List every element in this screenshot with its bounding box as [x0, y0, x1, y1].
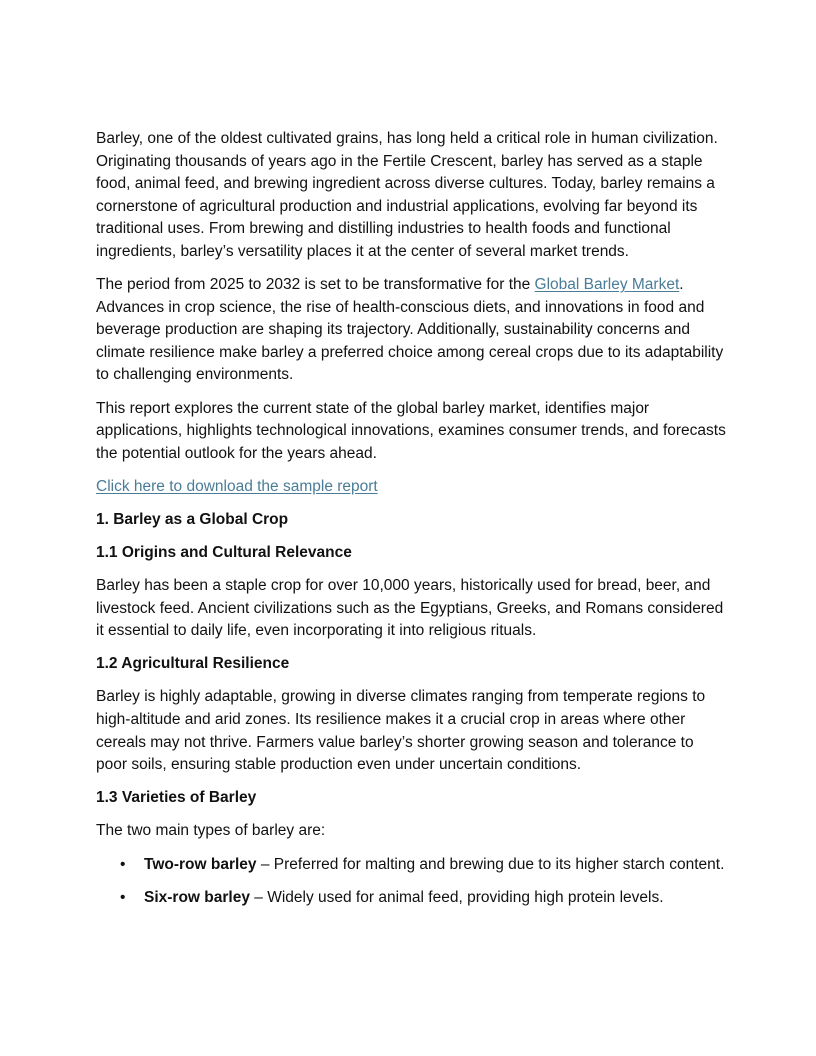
- document-body: [96, 128, 726, 920]
- variety-description: – Preferred for malting and brewing due to its higher starch content.: [256, 855, 725, 873]
- download-link-paragraph: [96, 476, 726, 499]
- intro-paragraph-2-lead: The period from 2025 to 2032 is set to be transformative for the: [96, 276, 535, 294]
- bullet-icon: •: [120, 888, 126, 906]
- variety-description: – Widely used for animal feed, providing high protein levels.: [249, 888, 664, 906]
- intro-paragraph-1: Barley, one of the oldest cultivated grains, has long held a critical role in human civilization. Originating thousands of years ago in the Fertile Crescent, barley has served as a staple food, animal feed, and brewing ingredient across diverse cultures. Today, barley remains a cornerstone of agricultural production and industrial applications, evolving far beyond its traditional uses. From brewing and distilling industries to health foods and functional ingredients, barley’s versatility places it at the center of several market trends.: [96, 130, 718, 260]
- list-item: [120, 887, 726, 910]
- section-1-1-text: Barley has been a staple crop for over 10,000 years, historically used for bread, beer, and livestock feed. Ancient civilizations such as the Egyptians, Greeks, and Romans considered it essential to daily life, even incorporating it into religious rituals.: [96, 577, 724, 640]
- variety-term: Six-row barley: [144, 888, 250, 906]
- bullet-icon: •: [120, 855, 126, 873]
- section-1-3-heading: 1.3 Varieties of Barley: [96, 789, 257, 807]
- intro-paragraph-2: [96, 274, 726, 387]
- barley-varieties-list: [96, 854, 726, 910]
- intro-paragraph-3: This report explores the current state of the global barley market, identifies major applications, highlights technological innovations, examines consumer trends, and forecasts the potential outlook for the years ahead.: [96, 399, 726, 462]
- section-1-2-text: Barley is highly adaptable, growing in diverse climates ranging from temperate regions to high-altitude and arid zones. Its resilience makes it a crucial crop in areas where other cereals may not thrive. Farmers value barley’s shorter growing season and tolerance to poor soils, ensuring stable production even under uncertain conditions.: [96, 688, 706, 774]
- section-1-1-heading: 1.1 Origins and Cultural Relevance: [96, 544, 352, 561]
- intro-paragraph-2-rest: . Advances in crop science, the rise of health-conscious diets, and innovations in food and beverage production are shaping its trajectory. Additionally, sustainability concerns and climate resilience make barley a preferred choice among cereal crops due to its adaptability to challenging environments.: [96, 276, 724, 384]
- section-1-2-heading: 1.2 Agricultural Resilience: [96, 655, 290, 673]
- section-1-heading: 1. Barley as a Global Crop: [96, 510, 289, 528]
- list-item: [120, 854, 726, 877]
- variety-term: Two-row barley: [144, 855, 257, 873]
- download-sample-report-link[interactable]: Click here to download the sample report: [96, 477, 378, 495]
- global-barley-market-link[interactable]: Global Barley Market: [534, 276, 680, 294]
- section-1-3-intro: The two main types of barley are:: [96, 822, 326, 840]
